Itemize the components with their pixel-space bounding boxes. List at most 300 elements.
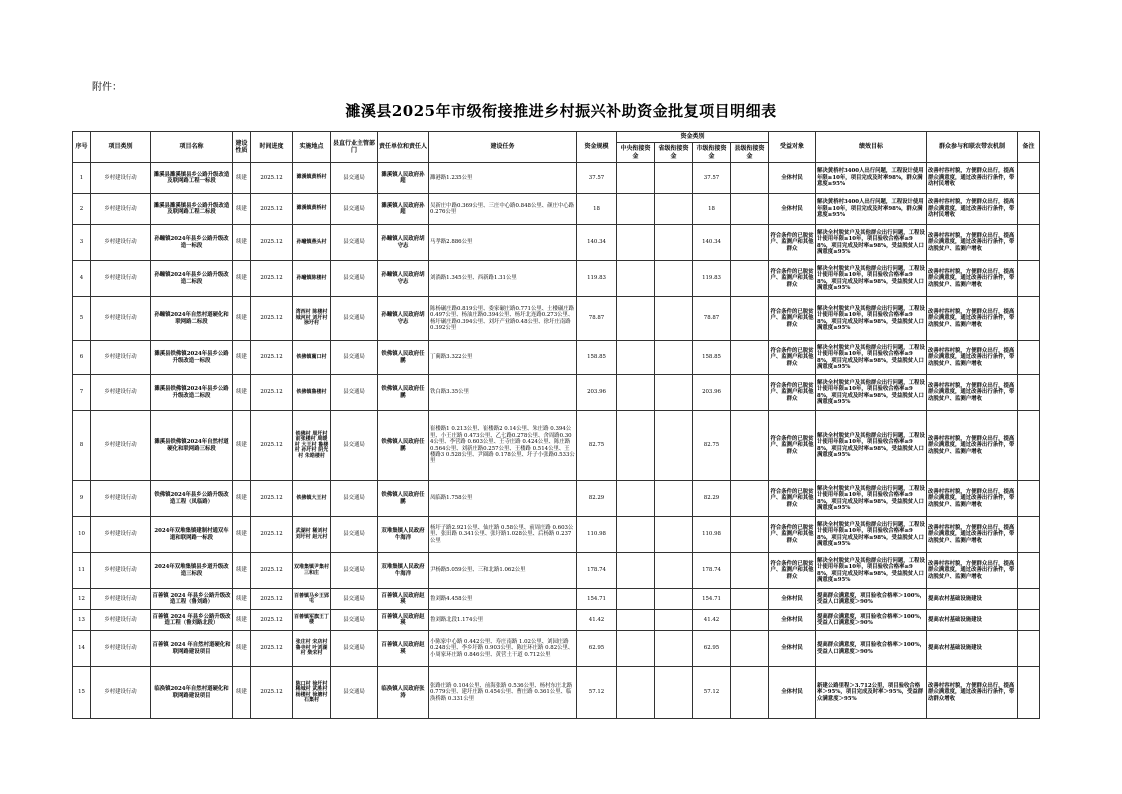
dept-cell: 县交通局 bbox=[331, 517, 378, 553]
nature-cell: 续建 bbox=[233, 297, 251, 341]
task-cell: 杨圩子路2.921公里、仙庄路 0.58公里、前周庄路 0.603公里、张田路 0.341公里、张圩路1.028公里、后杨路 0.237公里 bbox=[429, 517, 577, 553]
header-nature: 建设性质 bbox=[233, 132, 251, 163]
mechanism-cell: 改善村容村貌，方便群众出行，提高群众满意度，通过改善出行条件，带动脱贫户、监测户增收 bbox=[927, 341, 1018, 375]
schedule-cell: 2025.12 bbox=[251, 261, 293, 297]
county-fund-cell bbox=[731, 589, 769, 610]
province-fund-cell bbox=[655, 411, 693, 481]
unit-cell: 铁佛镇人民政府任鹏 bbox=[378, 411, 429, 481]
nature-cell: 续建 bbox=[233, 375, 251, 411]
scale-cell: 154.71 bbox=[577, 589, 617, 610]
city-fund-cell: 203.96 bbox=[693, 375, 731, 411]
city-fund-cell: 154.71 bbox=[693, 589, 731, 610]
seq-cell: 15 bbox=[73, 667, 91, 719]
header-note: 备注 bbox=[1018, 132, 1040, 163]
note-cell bbox=[1018, 261, 1040, 297]
location-cell: 百善镇马乡王郢屯 bbox=[293, 589, 331, 610]
table-row bbox=[73, 517, 1040, 553]
perf-target-cell: 解决全村脱贫户及其他群众出行问题，工程设计使用年限≥10年，项目验收合格率≥98%，项目完成及时率≥98%，受益脱贫人口满意度≥95% bbox=[816, 261, 927, 297]
perf-target-cell: 提高群众满意度，项目验收合格率＞100%，受益人口满意度＞90% bbox=[816, 610, 927, 631]
category-cell: 乡村建设行动 bbox=[91, 553, 151, 589]
category-cell: 乡村建设行动 bbox=[91, 411, 151, 481]
county-fund-cell bbox=[731, 225, 769, 261]
province-fund-cell bbox=[655, 610, 693, 631]
project-name-cell: 孙疃镇2024年自然村道硬化和联网路二标段 bbox=[151, 297, 233, 341]
table-row bbox=[73, 553, 1040, 589]
city-fund-cell: 18 bbox=[693, 194, 731, 225]
perf-target-cell: 解决全村脱贫户及其他群众出行问题，工程设计使用年限≥10年，项目验收合格率≥98%，项目完成及时率≥98%，受益脱贫人口满意度≥95% bbox=[816, 517, 927, 553]
province-fund-cell bbox=[655, 341, 693, 375]
location-cell: 铁佛村 周圩村 前张楼村 周暖村 大王村 鲁楼村 孙圩村 阴光村 朱皓楼村 bbox=[293, 411, 331, 481]
unit-cell: 濉溪镇人民政府孙超 bbox=[378, 194, 429, 225]
beneficiary-cell: 符合条件的已脱贫户、监测户和其他群众 bbox=[769, 375, 816, 411]
county-fund-cell bbox=[731, 375, 769, 411]
mechanism-cell: 提高农村基础设施建设 bbox=[927, 631, 1018, 667]
mechanism-cell: 改善村容村貌，方便群众出行，提高群众满意度，通过改善出行条件，带动群众增收 bbox=[927, 667, 1018, 719]
city-fund-cell: 57.12 bbox=[693, 667, 731, 719]
schedule-cell: 2025.12 bbox=[251, 589, 293, 610]
city-fund-cell: 82.29 bbox=[693, 481, 731, 517]
county-fund-cell bbox=[731, 667, 769, 719]
schedule-cell: 2025.12 bbox=[251, 297, 293, 341]
dept-cell: 县交通局 bbox=[331, 610, 378, 631]
schedule-cell: 2025.12 bbox=[251, 517, 293, 553]
task-cell: 崔楼路1 0.213公里、崔楼路2 0.14公里、朱庄路 0.394公里、小王庄路 0.473公里、乙七路0.278公里、舍周路0.304公里、李营路 0.603公里、王寺庄路 0.424公里、陈庄路0.564公里、刘新庄路0.257公里、王楼路 0.514公里、王楼路3 0.528公里、尹圈路 0.178公里、圩子小张路0.533公里 bbox=[429, 411, 577, 481]
note-cell bbox=[1018, 341, 1040, 375]
scale-cell: 41.42 bbox=[577, 610, 617, 631]
central-fund-cell bbox=[617, 517, 655, 553]
note-cell bbox=[1018, 225, 1040, 261]
unit-cell: 百善镇人民政府赵瑛 bbox=[378, 610, 429, 631]
schedule-cell: 2025.12 bbox=[251, 667, 293, 719]
province-fund-cell bbox=[655, 225, 693, 261]
city-fund-cell: 140.34 bbox=[693, 225, 731, 261]
seq-cell: 14 bbox=[73, 631, 91, 667]
city-fund-cell: 119.83 bbox=[693, 261, 731, 297]
table-row bbox=[73, 225, 1040, 261]
project-name-cell: 临涣镇2024年自然村道硬化和联网路建设项目 bbox=[151, 667, 233, 719]
county-fund-cell bbox=[731, 194, 769, 225]
note-cell bbox=[1018, 163, 1040, 194]
category-cell: 乡村建设行动 bbox=[91, 375, 151, 411]
scale-cell: 158.85 bbox=[577, 341, 617, 375]
perf-target-cell: 新建公路里程＞3.712公里，项目验收合格率＞95%，项目完成及时率＞95%，受益群众满意度＞95% bbox=[816, 667, 927, 719]
beneficiary-cell: 全体村民 bbox=[769, 667, 816, 719]
dept-cell: 县交通局 bbox=[331, 667, 378, 719]
category-cell: 乡村建设行动 bbox=[91, 163, 151, 194]
schedule-cell: 2025.12 bbox=[251, 163, 293, 194]
task-cell: 濉港路1.235公里 bbox=[429, 163, 577, 194]
unit-cell: 孙疃镇人民政府胡守志 bbox=[378, 225, 429, 261]
seq-cell: 4 bbox=[73, 261, 91, 297]
project-name-cell: 孙疃镇2024年县乡公路升级改造二标段 bbox=[151, 261, 233, 297]
nature-cell: 续建 bbox=[233, 589, 251, 610]
nature-cell: 续建 bbox=[233, 225, 251, 261]
city-fund-cell: 37.57 bbox=[693, 163, 731, 194]
unit-cell: 百善镇人民政府赵瑛 bbox=[378, 631, 429, 667]
category-cell: 乡村建设行动 bbox=[91, 481, 151, 517]
seq-cell: 10 bbox=[73, 517, 91, 553]
seq-cell: 7 bbox=[73, 375, 91, 411]
note-cell bbox=[1018, 517, 1040, 553]
dept-cell: 县交通局 bbox=[331, 194, 378, 225]
task-cell: 鲁刘路北段1.174公里 bbox=[429, 610, 577, 631]
nature-cell: 续建 bbox=[233, 261, 251, 297]
seq-cell: 5 bbox=[73, 297, 91, 341]
task-cell: 陈杨碾庄路0.819公里、娄家碾庄路0.771公里、土楼碾庄路0.497公里、杨油庄路0.394公里、杨圩北连路0.273公里、杨圩碾庄路0.394公里、刘圩产业路0.48公里、徐圩庄南路0.392公里 bbox=[429, 297, 577, 341]
header-central: 中央衔接资金 bbox=[617, 143, 655, 163]
unit-cell: 百善镇人民政府赵瑛 bbox=[378, 589, 429, 610]
project-name-cell: 百善镇 2024 年县乡公路升级改造工程（鲁刘路） bbox=[151, 589, 233, 610]
beneficiary-cell: 符合条件的已脱贫户、监测户和其他群众 bbox=[769, 411, 816, 481]
beneficiary-cell: 符合条件的已脱贫户、监测户和其他群众 bbox=[769, 481, 816, 517]
header-perf: 绩效目标 bbox=[816, 132, 927, 163]
location-cell: 孙疃镇陈楼村 bbox=[293, 261, 331, 297]
location-cell: 张庄村 宋店村 鲁寺村 叶刘湖村 柴宋村 bbox=[293, 631, 331, 667]
task-cell: 凤临路1.758公里 bbox=[429, 481, 577, 517]
header-location: 实施地点 bbox=[293, 132, 331, 163]
location-cell: 孙疃镇燕头村 bbox=[293, 225, 331, 261]
scale-cell: 62.95 bbox=[577, 631, 617, 667]
location-cell: 濉溪镇黄桥村 bbox=[293, 194, 331, 225]
task-cell: 张路庄路 0.104公里、前海张路 0.536公里、杨村东庄北路 0.779公里、建圩庄路 0.454公里、曹庄路 0.361公里、临涣桥路 0.331公里 bbox=[429, 667, 577, 719]
nature-cell: 续建 bbox=[233, 517, 251, 553]
unit-cell: 孙疃镇人民政府胡守志 bbox=[378, 297, 429, 341]
location-cell: 陈口村 徐圩村 稀城村 武胜村 杨楼村 徐塘村 石集村 bbox=[293, 667, 331, 719]
mechanism-cell: 改善村容村貌，方便群众出行，提高群众满意度，通过改善出行条件，带动脱贫户、监测户增收 bbox=[927, 481, 1018, 517]
project-name-cell: 濉溪县濉溪镇县乡公路升级改造及联网路工程一标段 bbox=[151, 163, 233, 194]
category-cell: 乡村建设行动 bbox=[91, 667, 151, 719]
schedule-cell: 2025.12 bbox=[251, 375, 293, 411]
perf-target-cell: 解决黄桥村3400人出行问题，工程设计使用年限≥10年，项目完成及时率98%，群众满意度≥95% bbox=[816, 194, 927, 225]
note-cell bbox=[1018, 411, 1040, 481]
central-fund-cell bbox=[617, 194, 655, 225]
dept-cell: 县交通局 bbox=[331, 553, 378, 589]
unit-cell: 双堆集镇人民政府牛海洋 bbox=[378, 517, 429, 553]
dept-cell: 县交通局 bbox=[331, 163, 378, 194]
schedule-cell: 2025.12 bbox=[251, 631, 293, 667]
province-fund-cell bbox=[655, 163, 693, 194]
schedule-cell: 2025.12 bbox=[251, 411, 293, 481]
scale-cell: 110.98 bbox=[577, 517, 617, 553]
mechanism-cell: 改善村容村貌，方便群众出行，提高群众满意度，通过改善出行条件，带动脱贫户、监测户增收 bbox=[927, 411, 1018, 481]
scale-cell: 178.74 bbox=[577, 553, 617, 589]
beneficiary-cell: 符合条件的已脱贫户、监测户和其他群众 bbox=[769, 225, 816, 261]
nature-cell: 续建 bbox=[233, 610, 251, 631]
central-fund-cell bbox=[617, 261, 655, 297]
central-fund-cell bbox=[617, 481, 655, 517]
category-cell: 乡村建设行动 bbox=[91, 517, 151, 553]
task-cell: 吴新庄中路0.369公里、三庄中心路0.848公里、颜庄中心路0.276公里 bbox=[429, 194, 577, 225]
table-row bbox=[73, 667, 1040, 719]
nature-cell: 续建 bbox=[233, 341, 251, 375]
note-cell bbox=[1018, 553, 1040, 589]
nature-cell: 续建 bbox=[233, 194, 251, 225]
location-cell: 铁佛镇蔺口村 bbox=[293, 341, 331, 375]
schedule-cell: 2025.12 bbox=[251, 194, 293, 225]
location-cell: 武湖村 稀刘村 刘圩村 赵元村 bbox=[293, 517, 331, 553]
schedule-cell: 2025.12 bbox=[251, 481, 293, 517]
nature-cell: 续建 bbox=[233, 553, 251, 589]
seq-cell: 1 bbox=[73, 163, 91, 194]
project-name-cell: 濉溪县铁佛镇2024年县乡公路升级改造一标段 bbox=[151, 341, 233, 375]
scale-cell: 140.34 bbox=[577, 225, 617, 261]
perf-target-cell: 提高群众满意度，项目验收合格率＞100%，受益人口满意度＞90% bbox=[816, 589, 927, 610]
location-cell: 双堆集镇尹集村 三和庄 bbox=[293, 553, 331, 589]
seq-cell: 9 bbox=[73, 481, 91, 517]
perf-target-cell: 解决全村脱贫户及其他群众出行问题，工程设计使用年限≥10年，项目验收合格率≥98%，项目完成及时率≥98%，受益脱贫人口满意度≥95% bbox=[816, 341, 927, 375]
unit-cell: 濉溪镇人民政府孙超 bbox=[378, 163, 429, 194]
central-fund-cell bbox=[617, 667, 655, 719]
province-fund-cell bbox=[655, 589, 693, 610]
central-fund-cell bbox=[617, 631, 655, 667]
table-row bbox=[73, 631, 1040, 667]
schedule-cell: 2025.12 bbox=[251, 553, 293, 589]
dept-cell: 县交通局 bbox=[331, 589, 378, 610]
province-fund-cell bbox=[655, 194, 693, 225]
perf-target-cell: 提高群众满意度，项目验收合格率＞100%，受益人口满意度＞90% bbox=[816, 631, 927, 667]
location-cell: 湾西村 陈楼村 城河村 刘圩村 徐圩村 bbox=[293, 297, 331, 341]
nature-cell: 续建 bbox=[233, 481, 251, 517]
schedule-cell: 2025.12 bbox=[251, 610, 293, 631]
attachment-label: 附件： bbox=[92, 82, 122, 93]
project-name-cell: 百善镇 2024 年自然村道硬化和联网路建设项目 bbox=[151, 631, 233, 667]
province-fund-cell bbox=[655, 297, 693, 341]
header-task: 建设任务 bbox=[429, 132, 577, 163]
province-fund-cell bbox=[655, 631, 693, 667]
beneficiary-cell: 全体村民 bbox=[769, 163, 816, 194]
city-fund-cell: 62.95 bbox=[693, 631, 731, 667]
dept-cell: 县交通局 bbox=[331, 631, 378, 667]
dept-cell: 县交通局 bbox=[331, 341, 378, 375]
unit-cell: 铁佛镇人民政府任鹏 bbox=[378, 375, 429, 411]
note-cell bbox=[1018, 589, 1040, 610]
project-name-cell: 濉溪县铁佛镇2024年县乡公路升级改造二标段 bbox=[151, 375, 233, 411]
table-row bbox=[73, 297, 1040, 341]
header-mech: 群众参与和联农带农机制 bbox=[927, 132, 1018, 163]
mechanism-cell: 改善村容村貌，方便群众出行，提高群众满意度，通过改善出行条件，带动脱贫户、监测户增收 bbox=[927, 375, 1018, 411]
project-name-cell: 铁佛镇2024年县乡公路升级改造工程（凤临路） bbox=[151, 481, 233, 517]
county-fund-cell bbox=[731, 261, 769, 297]
table-row bbox=[73, 163, 1040, 194]
page-title: 濉溪县2025年市级衔接推进乡村振兴补助资金批复项目明细表 bbox=[345, 102, 777, 120]
header-schedule: 时间进度 bbox=[251, 132, 293, 163]
beneficiary-cell: 符合条件的已脱贫户、监测户和其他群众 bbox=[769, 553, 816, 589]
note-cell bbox=[1018, 297, 1040, 341]
seq-cell: 2 bbox=[73, 194, 91, 225]
central-fund-cell bbox=[617, 225, 655, 261]
table-row bbox=[73, 194, 1040, 225]
location-cell: 铁佛镇鲁楼村 bbox=[293, 375, 331, 411]
note-cell bbox=[1018, 667, 1040, 719]
header-province: 省级衔接资金 bbox=[655, 143, 693, 163]
county-fund-cell bbox=[731, 610, 769, 631]
beneficiary-cell: 全体村民 bbox=[769, 610, 816, 631]
task-cell: 尹杨路5.059公里、三和北路1.062公里 bbox=[429, 553, 577, 589]
dept-cell: 县交通局 bbox=[331, 481, 378, 517]
province-fund-cell bbox=[655, 553, 693, 589]
task-cell: 刘淌路1.345公里、西新路1.31公里 bbox=[429, 261, 577, 297]
table-row bbox=[73, 481, 1040, 517]
central-fund-cell bbox=[617, 163, 655, 194]
central-fund-cell bbox=[617, 411, 655, 481]
header-name: 项目名称 bbox=[151, 132, 233, 163]
scale-cell: 18 bbox=[577, 194, 617, 225]
task-cell: 马孝路2.886公里 bbox=[429, 225, 577, 261]
header-dept: 县直行业主管部门 bbox=[331, 132, 378, 163]
central-fund-cell bbox=[617, 553, 655, 589]
note-cell bbox=[1018, 375, 1040, 411]
unit-cell: 铁佛镇人民政府任鹏 bbox=[378, 341, 429, 375]
category-cell: 乡村建设行动 bbox=[91, 610, 151, 631]
project-name-cell: 濉溪县铁佛镇2024年自然村道硬化和联网路三标段 bbox=[151, 411, 233, 481]
city-fund-cell: 158.85 bbox=[693, 341, 731, 375]
header-beneficiary: 受益对象 bbox=[769, 132, 816, 163]
beneficiary-cell: 全体村民 bbox=[769, 631, 816, 667]
beneficiary-cell: 全体村民 bbox=[769, 194, 816, 225]
county-fund-cell bbox=[731, 411, 769, 481]
beneficiary-cell: 符合条件的已脱贫户、监测户和其他群众 bbox=[769, 261, 816, 297]
category-cell: 乡村建设行动 bbox=[91, 194, 151, 225]
beneficiary-cell: 符合条件的已脱贫户、监测户和其他群众 bbox=[769, 341, 816, 375]
nature-cell: 续建 bbox=[233, 631, 251, 667]
perf-target-cell: 解决全村脱贫户及其他群众出行问题，工程设计使用年限≥10年，项目验收合格率≥98%，项目完成及时率≥98%，受益脱贫人口满意度≥95% bbox=[816, 481, 927, 517]
project-name-cell: 孙疃镇2024年县乡公路升级改造一标段 bbox=[151, 225, 233, 261]
project-table bbox=[72, 131, 1040, 719]
mechanism-cell: 改善村容村貌，方便群众出行，提高群众满意度，通过改善出行条件，带动村民增收 bbox=[927, 163, 1018, 194]
central-fund-cell bbox=[617, 589, 655, 610]
seq-cell: 8 bbox=[73, 411, 91, 481]
city-fund-cell: 78.87 bbox=[693, 297, 731, 341]
perf-target-cell: 解决全村脱贫户及其他群众出行问题，工程设计使用年限≥10年，项目验收合格率≥98%，项目完成及时率≥98%，受益脱贫人口满意度≥95% bbox=[816, 375, 927, 411]
dept-cell: 县交通局 bbox=[331, 297, 378, 341]
central-fund-cell bbox=[617, 341, 655, 375]
note-cell bbox=[1018, 631, 1040, 667]
unit-cell: 铁佛镇人民政府任鹏 bbox=[378, 481, 429, 517]
scale-cell: 119.83 bbox=[577, 261, 617, 297]
scale-cell: 78.87 bbox=[577, 297, 617, 341]
table-row bbox=[73, 375, 1040, 411]
perf-target-cell: 解决全村脱贫户及其他群众出行问题，工程设计使用年限≥10年，项目验收合格率≥98%，项目完成及时率≥98%，受益脱贫人口满意度≥95% bbox=[816, 225, 927, 261]
dept-cell: 县交通局 bbox=[331, 261, 378, 297]
unit-cell: 双堆集镇人民政府牛海洋 bbox=[378, 553, 429, 589]
nature-cell: 续建 bbox=[233, 163, 251, 194]
note-cell bbox=[1018, 481, 1040, 517]
county-fund-cell bbox=[731, 481, 769, 517]
county-fund-cell bbox=[731, 631, 769, 667]
mechanism-cell: 改善村容村貌，方便群众出行，提高群众满意度，通过改善出行条件，带动脱贫户、监测户增收 bbox=[927, 261, 1018, 297]
mechanism-cell: 改善村容村貌，方便群众出行，提高群众满意度，通过改善出行条件，带动脱贫户、监测户增收 bbox=[927, 225, 1018, 261]
central-fund-cell bbox=[617, 375, 655, 411]
scale-cell: 82.29 bbox=[577, 481, 617, 517]
nature-cell: 续建 bbox=[233, 411, 251, 481]
central-fund-cell bbox=[617, 297, 655, 341]
note-cell bbox=[1018, 610, 1040, 631]
table-row bbox=[73, 411, 1040, 481]
schedule-cell: 2025.12 bbox=[251, 341, 293, 375]
seq-cell: 3 bbox=[73, 225, 91, 261]
note-cell bbox=[1018, 194, 1040, 225]
nature-cell: 续建 bbox=[233, 667, 251, 719]
project-name-cell: 2024年双堆集镇建制村通双车道和联网路一标段 bbox=[151, 517, 233, 553]
perf-target-cell: 解决全村脱贫户及其他群众出行问题，工程设计使用年限≥10年，项目验收合格率≥98%，项目完成及时率≥98%，受益脱贫人口满意度≥95% bbox=[816, 553, 927, 589]
mechanism-cell: 提高农村基础设施建设 bbox=[927, 589, 1018, 610]
task-cell: 鲁刘路4.458公里 bbox=[429, 589, 577, 610]
beneficiary-cell: 符合条件的已脱贫户、监测户和其他群众 bbox=[769, 297, 816, 341]
dept-cell: 县交通局 bbox=[331, 411, 378, 481]
city-fund-cell: 110.98 bbox=[693, 517, 731, 553]
unit-cell: 临涣镇人民政府张涛 bbox=[378, 667, 429, 719]
category-cell: 乡村建设行动 bbox=[91, 297, 151, 341]
task-cell: 小陈家中心路 0.442公里、寿庄南路 1.02公里、刘园庄路 0.248公里、李乡圩路 0.903公里、陈庄环庄路 0.82公里、小周家环庄路 0.846公里、黄营土干道 0.712公里 bbox=[429, 631, 577, 667]
project-name-cell: 2024年双堆集镇县乡道升级改造三标段 bbox=[151, 553, 233, 589]
dept-cell: 县交通局 bbox=[331, 225, 378, 261]
header-city: 市级衔接资金 bbox=[693, 143, 731, 163]
county-fund-cell bbox=[731, 341, 769, 375]
header-unit: 责任单位和责任人 bbox=[378, 132, 429, 163]
location-cell: 濉溪镇黄桥村 bbox=[293, 163, 331, 194]
perf-target-cell: 解决黄桥村3400人出行问题，工程设计使用年限≥10年，项目完成及时率98%，群众满意度≥95% bbox=[816, 163, 927, 194]
location-cell: 百善镇军旗王丁楼 bbox=[293, 610, 331, 631]
mechanism-cell: 改善村容村貌，方便群众出行，提高群众满意度，通过改善出行条件，带动脱贫户、监测户增收 bbox=[927, 553, 1018, 589]
city-fund-cell: 41.42 bbox=[693, 610, 731, 631]
table-row bbox=[73, 341, 1040, 375]
mechanism-cell: 改善村容村貌，方便群众出行，提高群众满意度，通过改善出行条件，带动村民增收 bbox=[927, 194, 1018, 225]
county-fund-cell bbox=[731, 553, 769, 589]
header-scale: 资金规模 bbox=[577, 132, 617, 163]
scale-cell: 57.12 bbox=[577, 667, 617, 719]
project-name-cell: 濉溪县濉溪镇县乡公路升级改造及联网路工程二标段 bbox=[151, 194, 233, 225]
location-cell: 铁佛镇大王村 bbox=[293, 481, 331, 517]
category-cell: 乡村建设行动 bbox=[91, 341, 151, 375]
province-fund-cell bbox=[655, 375, 693, 411]
header-fund-group: 资金类别 bbox=[617, 132, 769, 143]
schedule-cell: 2025.12 bbox=[251, 225, 293, 261]
seq-cell: 6 bbox=[73, 341, 91, 375]
scale-cell: 203.96 bbox=[577, 375, 617, 411]
mechanism-cell: 改善村容村貌，方便群众出行，提高群众满意度，通过改善出行条件，带动脱贫户、监测户增收 bbox=[927, 297, 1018, 341]
scale-cell: 82.75 bbox=[577, 411, 617, 481]
central-fund-cell bbox=[617, 610, 655, 631]
county-fund-cell bbox=[731, 297, 769, 341]
province-fund-cell bbox=[655, 261, 693, 297]
mechanism-cell: 改善村容村貌，方便群众出行，提高群众满意度，通过改善出行条件，带动脱贫户、监测户增收 bbox=[927, 517, 1018, 553]
beneficiary-cell: 全体村民 bbox=[769, 589, 816, 610]
perf-target-cell: 解决全村脱贫户及其他群众出行问题，工程设计使用年限≥10年，项目验收合格率≥98%，项目完成及时率≥98%，受益脱贫人口满意度≥95% bbox=[816, 411, 927, 481]
table-row bbox=[73, 610, 1040, 631]
dept-cell: 县交通局 bbox=[331, 375, 378, 411]
county-fund-cell bbox=[731, 163, 769, 194]
task-cell: 丁蔺路3.322公里 bbox=[429, 341, 577, 375]
seq-cell: 12 bbox=[73, 589, 91, 610]
mechanism-cell: 提高农村基础设施建设 bbox=[927, 610, 1018, 631]
seq-cell: 13 bbox=[73, 610, 91, 631]
province-fund-cell bbox=[655, 481, 693, 517]
project-name-cell: 百善镇 2024 年县乡公路升级改造工程（鲁刘路北段） bbox=[151, 610, 233, 631]
province-fund-cell bbox=[655, 517, 693, 553]
category-cell: 乡村建设行动 bbox=[91, 225, 151, 261]
city-fund-cell: 82.75 bbox=[693, 411, 731, 481]
category-cell: 乡村建设行动 bbox=[91, 631, 151, 667]
province-fund-cell bbox=[655, 667, 693, 719]
header-seq: 序号 bbox=[73, 132, 91, 163]
scale-cell: 37.57 bbox=[577, 163, 617, 194]
seq-cell: 11 bbox=[73, 553, 91, 589]
city-fund-cell: 178.74 bbox=[693, 553, 731, 589]
category-cell: 乡村建设行动 bbox=[91, 589, 151, 610]
perf-target-cell: 解决全村脱贫户及其他群众出行问题，工程设计使用年限≥10年，项目验收合格率≥98%，项目完成及时率≥98%，受益脱贫人口满意度≥95% bbox=[816, 297, 927, 341]
header-category: 项目类别 bbox=[91, 132, 151, 163]
category-cell: 乡村建设行动 bbox=[91, 261, 151, 297]
